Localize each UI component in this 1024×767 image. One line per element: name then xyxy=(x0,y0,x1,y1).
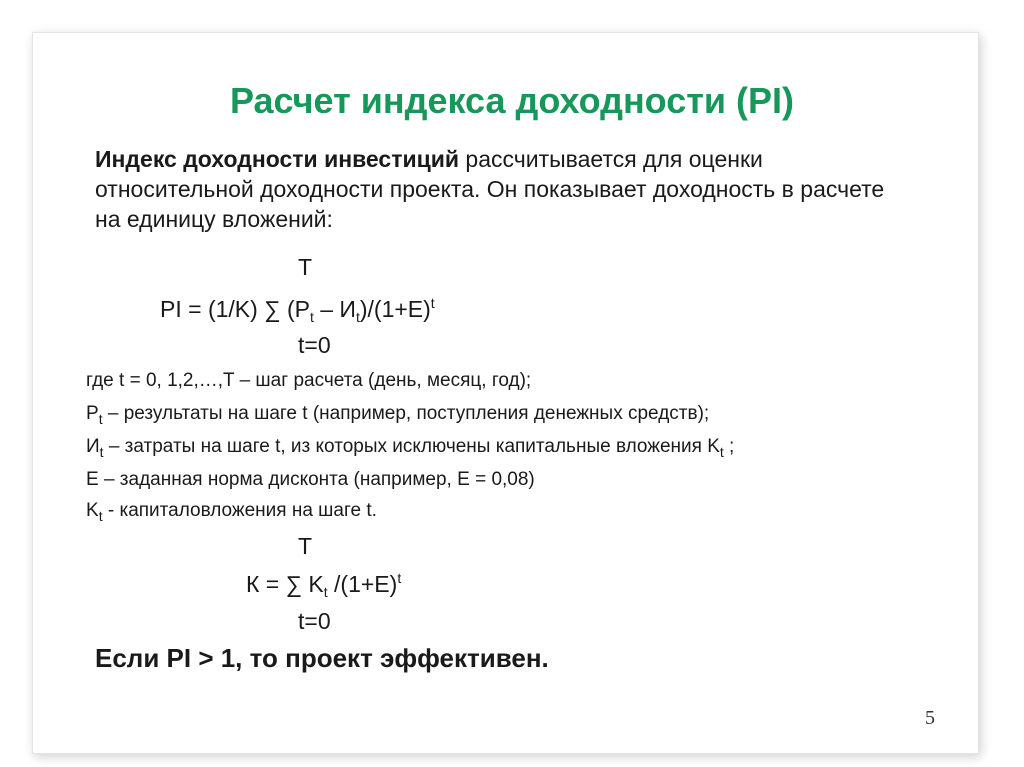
formula1-sub-pt: t xyxy=(309,309,314,325)
definition-kt-sub: t xyxy=(98,508,103,524)
formula2-lower-limit: t=0 xyxy=(298,608,331,634)
intro-paragraph xyxy=(95,144,915,234)
formula1-lhs: PI = (1/K) ∑ (P xyxy=(160,296,310,322)
formula2-exponent: t xyxy=(397,570,402,586)
definition-t: где t = 0, 1,2,…,T – шаг расчета (день, месяц, год); xyxy=(86,370,532,391)
formula2-sub-kt: t xyxy=(323,584,328,600)
definition-kt-symbol: K xyxy=(86,500,99,521)
formula1-exponent: t xyxy=(430,295,435,311)
intro-text: рассчитывается для оценки относительной доходности проекта. Он показывает доходность в расчете на единицу вложений: xyxy=(95,146,885,232)
formula2-lhs: К = ∑ K xyxy=(246,571,324,597)
definition-kt-text: - капиталовложения на шаге t. xyxy=(102,500,377,521)
definition-pt-sub: t xyxy=(98,411,103,427)
formula2-rest: /(1+E) xyxy=(327,571,398,597)
formula1-lower-limit: t=0 xyxy=(298,332,331,358)
definition-it-sub: t xyxy=(99,444,104,460)
definition-it xyxy=(86,436,734,458)
formula1-upper-limit: T xyxy=(298,254,313,280)
definition-pt-text: – результаты на шаге t (например, поступления денежных средств); xyxy=(102,403,710,424)
conclusion: Если PI > 1, то проект эффективен. xyxy=(95,643,549,673)
page-number: 5 xyxy=(925,707,935,729)
formula1-mid: – И xyxy=(313,296,356,322)
formula1-sub-it: t xyxy=(355,309,360,325)
definition-pt xyxy=(86,403,709,425)
definition-it-end: ; xyxy=(723,436,735,457)
slide-title: Расчет индекса доходности (PI) xyxy=(230,80,794,121)
definition-kt xyxy=(86,500,377,522)
formula1-rest: )/(1+E) xyxy=(359,296,431,322)
definition-it-text: – затраты на шаге t, из которых исключены капитальные вложения K xyxy=(103,436,720,457)
intro-lead: Индекс доходности инвестиций xyxy=(95,146,460,172)
definition-pt-symbol: P xyxy=(86,403,99,424)
formula2-body xyxy=(246,571,401,598)
definition-it-symbol: И xyxy=(86,436,100,457)
formula1-body xyxy=(160,296,435,323)
definition-e: Е – заданная норма дисконта (например, Е = 0,08) xyxy=(86,469,535,490)
formula2-upper-limit: T xyxy=(298,533,313,559)
definition-it-kt-sub: t xyxy=(719,444,724,460)
